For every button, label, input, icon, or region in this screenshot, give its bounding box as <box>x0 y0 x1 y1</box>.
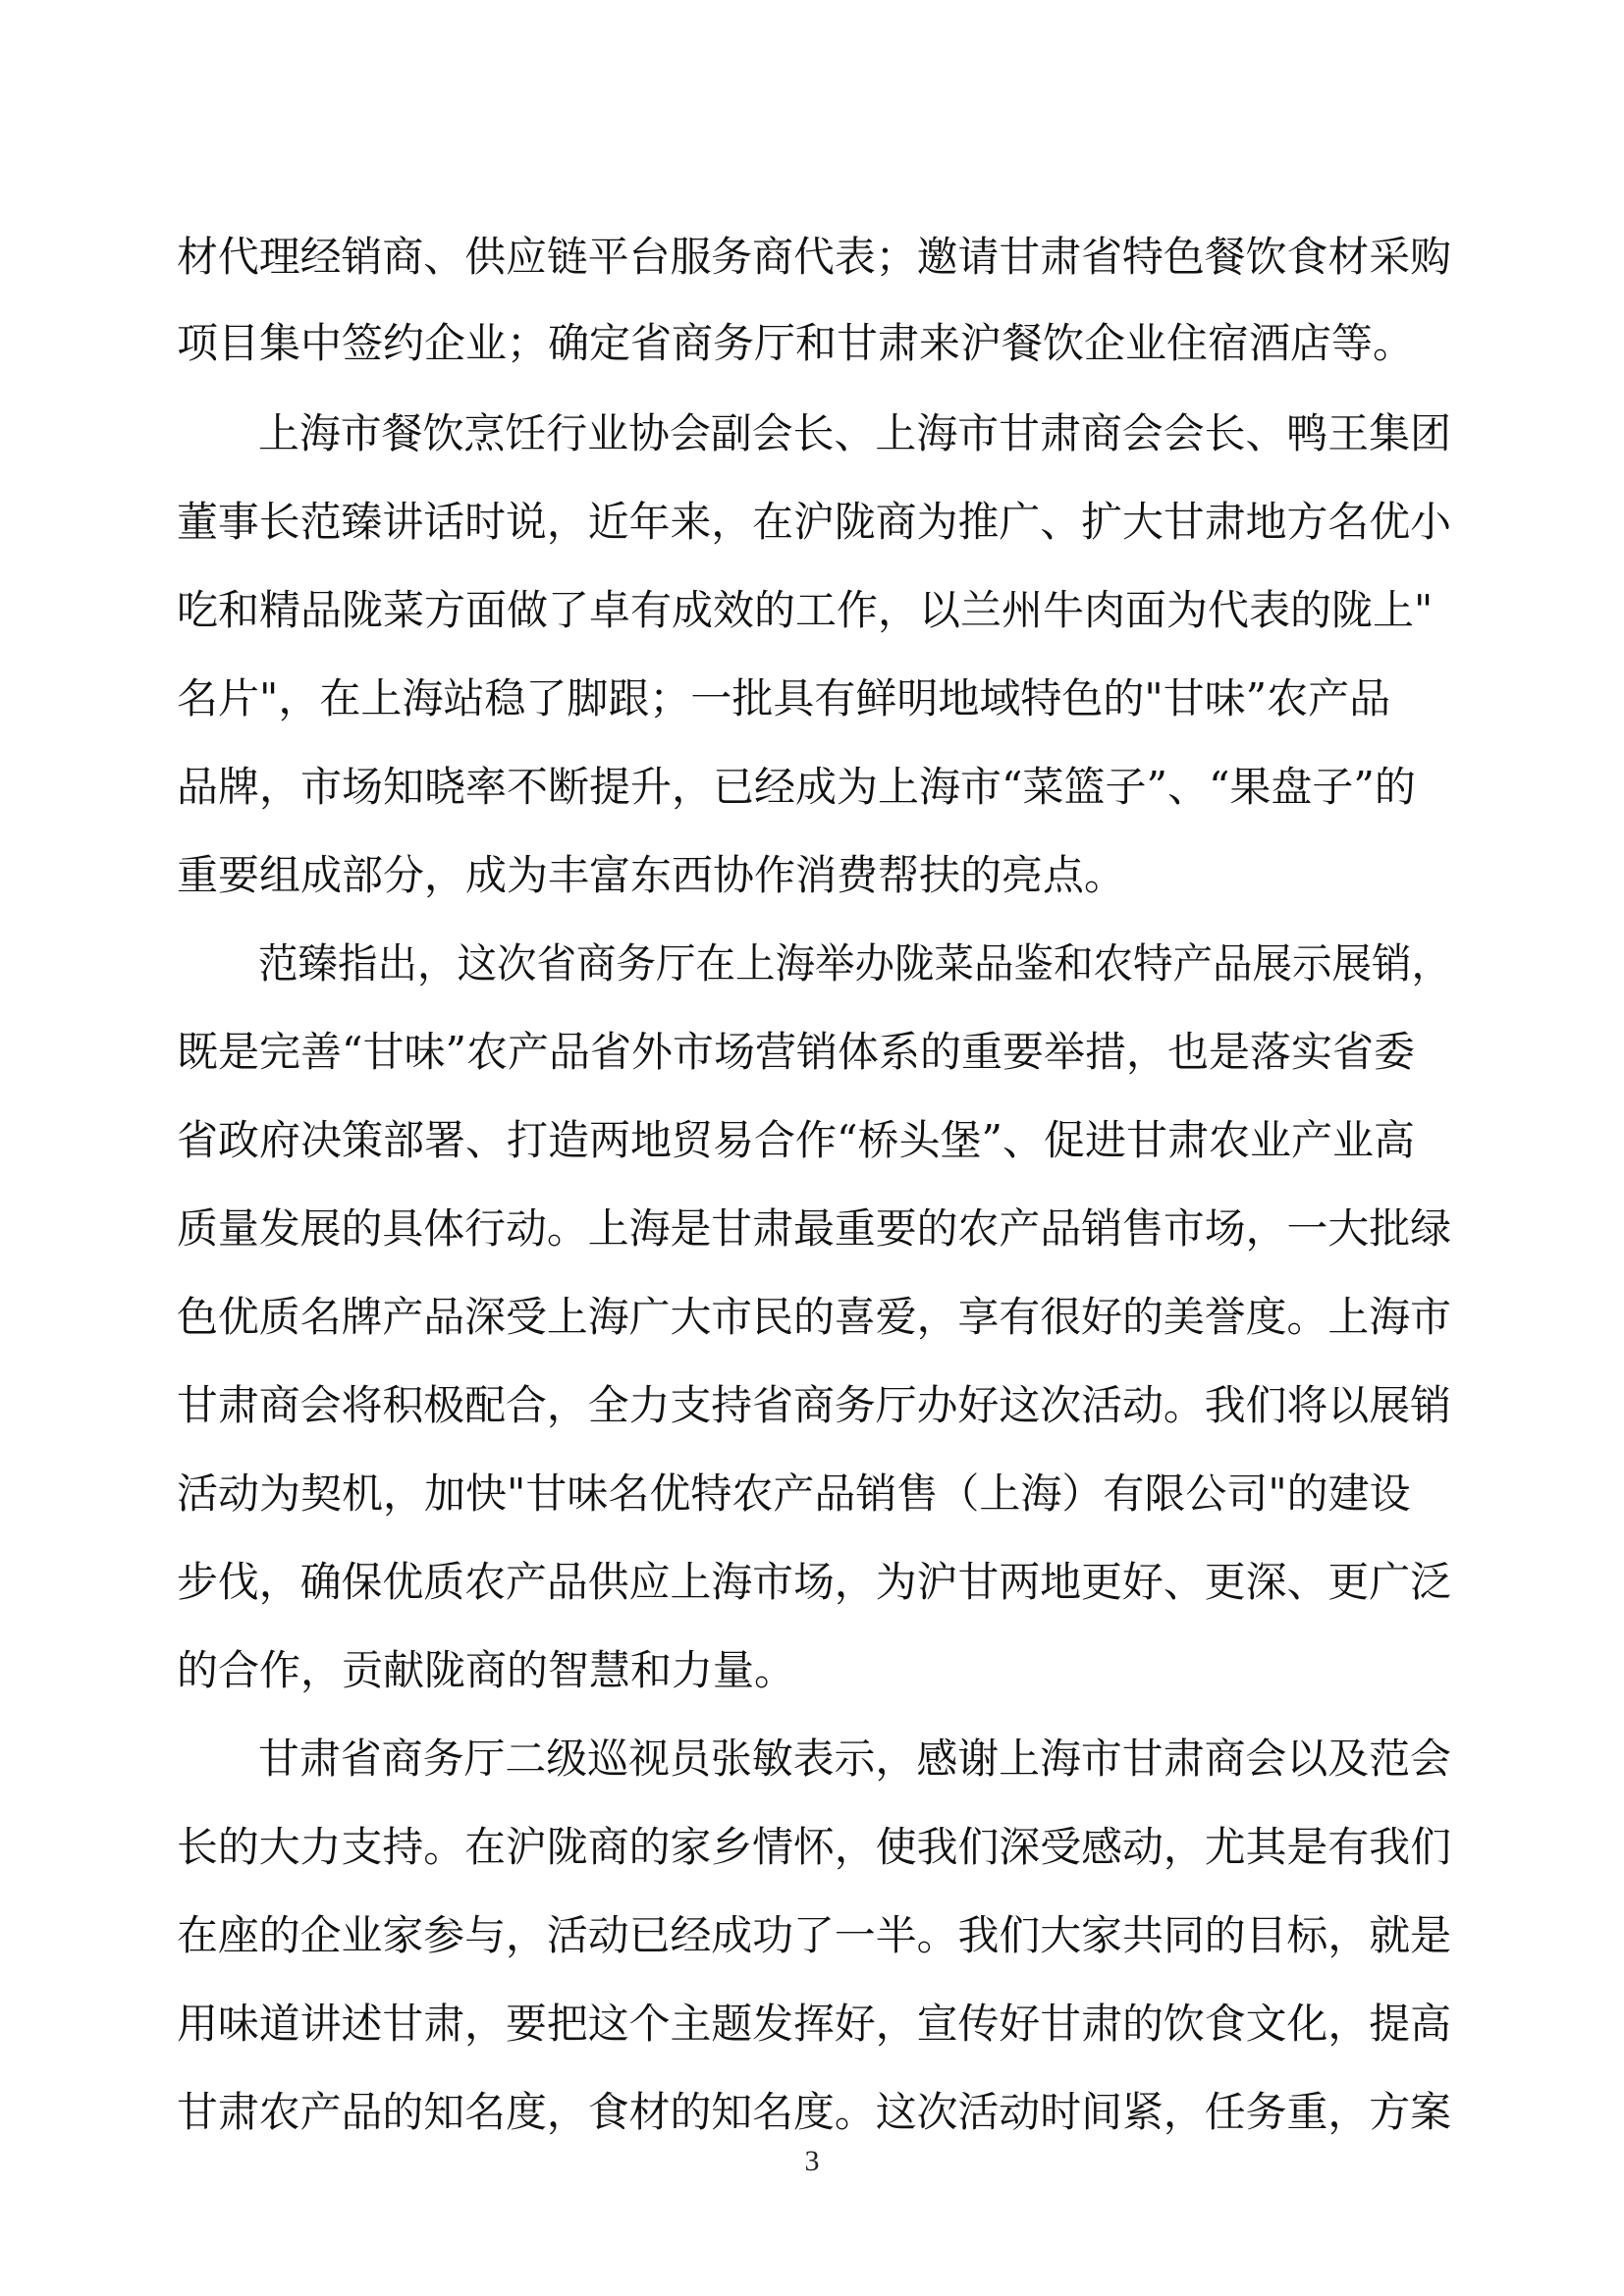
text-line <box>0 228 1624 287</box>
text-line <box>0 846 1624 905</box>
text-line <box>0 1641 1624 1700</box>
paragraph-first-line <box>0 404 1624 463</box>
text-line <box>0 2083 1624 2142</box>
text-line <box>0 1376 1624 1435</box>
text-line <box>0 1465 1624 1523</box>
text-line <box>0 758 1624 817</box>
paragraph-first-line <box>0 1730 1624 1789</box>
line-text: 上海市餐饮烹饪行业协会副会长、上海市甘肃商会会长、鸭王集团 <box>258 409 1451 457</box>
text-line <box>0 1906 1624 1965</box>
line-text: 范臻指出，这次省商务厅在上海举办陇菜品鉴和农特产品展示展销， <box>258 939 1452 988</box>
line-text: 既是完善“甘味”农产品省外市场营销体系的重要举措，也是落实省委 <box>177 1028 1415 1076</box>
line-text: 项目集中签约企业；确定省商务厅和甘肃来沪餐饮企业住宿酒店等。 <box>177 319 1415 367</box>
line-text: 甘肃农产品的知名度，食材的知名度。这次活动时间紧，任务重，方案 <box>177 2088 1451 2136</box>
line-text: 甘肃商会将积极配合，全力支持省商务厅办好这次活动。我们将以展销 <box>177 1381 1451 1429</box>
text-line <box>0 314 1624 373</box>
text-line <box>0 1553 1624 1612</box>
line-text: 的合作，贡献陇商的智慧和力量。 <box>177 1646 796 1694</box>
text-line <box>0 1818 1624 1877</box>
line-text: 名片"，在上海站稳了脚跟；一批具有鲜明地域特色的"甘味”农产品 <box>177 674 1391 722</box>
line-text: 活动为契机，加快"甘味名优特农产品销售（上海）有限公司"的建设 <box>177 1469 1411 1518</box>
paragraph-first-line <box>0 934 1624 993</box>
text-line <box>0 669 1624 728</box>
text-line <box>0 1111 1624 1170</box>
line-text: 步伐，确保优质农产品供应上海市场，为沪甘两地更好、更深、更广泛 <box>177 1558 1451 1606</box>
text-line <box>0 493 1624 552</box>
line-text: 省政府决策部署、打造两地贸易合作“桥头堡”、促进甘肃农业产业高 <box>177 1116 1415 1164</box>
text-line <box>0 1023 1624 1082</box>
line-text: 在座的企业家参与，活动已经成功了一半。我们大家共同的目标，就是 <box>177 1911 1451 1959</box>
line-text: 色优质名牌产品深受上海广大市民的喜爱，享有很好的美誉度。上海市 <box>177 1293 1451 1341</box>
line-text: 重要组成部分，成为丰富东西协作消费帮扶的亮点。 <box>177 851 1126 899</box>
text-line <box>0 1995 1624 2054</box>
line-text: 质量发展的具体行动。上海是甘肃最重要的农产品销售市场，一大批绿 <box>177 1204 1451 1253</box>
text-line <box>0 1200 1624 1258</box>
line-text: 董事长范臻讲话时说，近年来，在沪陇商为推广、扩大甘肃地方名优小 <box>177 498 1451 546</box>
line-text: 长的大力支持。在沪陇商的家乡情怀，使我们深受感动，尤其是有我们 <box>177 1823 1451 1871</box>
text-line <box>0 1288 1624 1347</box>
line-text: 材代理经销商、供应链平台服务商代表；邀请甘肃省特色餐饮食材采购 <box>177 233 1451 281</box>
line-text: 吃和精品陇菜方面做了卓有成效的工作，以兰州牛肉面为代表的陇上" <box>177 586 1434 634</box>
text-line <box>0 581 1624 640</box>
line-text: 用味道讲述甘肃，要把这个主题发挥好，宣传好甘肃的饮食文化，提高 <box>177 2000 1451 2048</box>
line-text: 甘肃省商务厅二级巡视员张敏表示，感谢上海市甘肃商会以及范会 <box>258 1735 1451 1783</box>
line-text: 品牌，市场知晓率不断提升，已经成为上海市“菜篮子”、“果盘子”的 <box>177 763 1416 811</box>
page-number: 3 <box>804 2145 820 2177</box>
